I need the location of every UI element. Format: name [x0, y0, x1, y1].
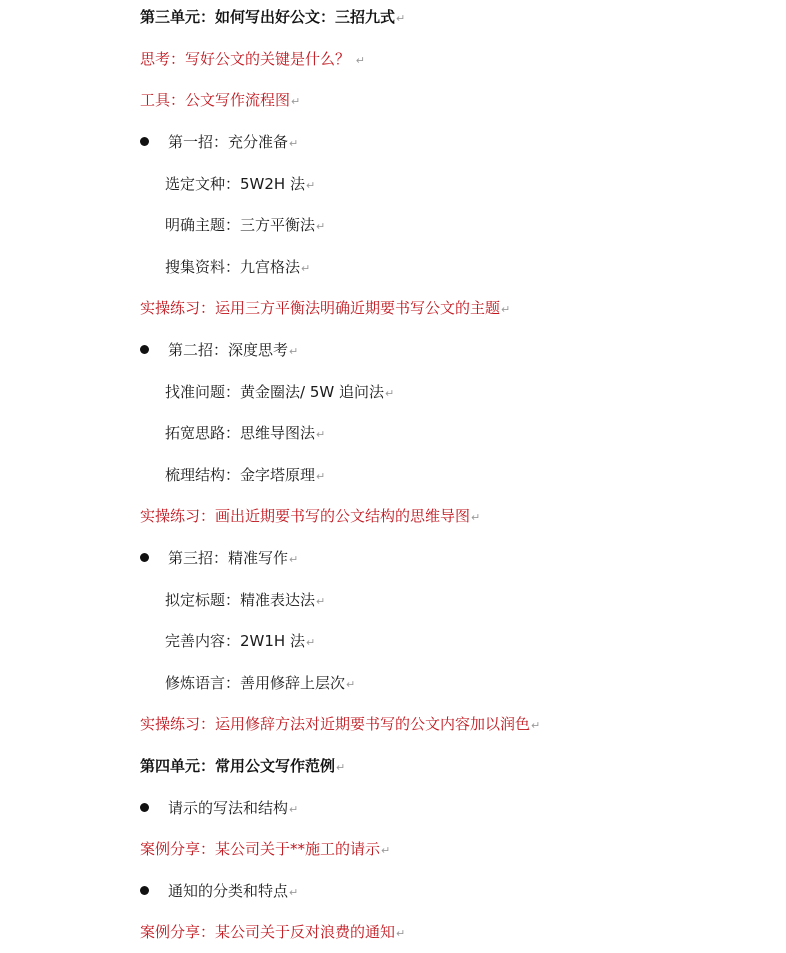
bullet-dot-icon	[140, 345, 149, 354]
paragraph-mark-icon: ↵	[301, 262, 311, 275]
bullet-item: 第一招：充分准备↵	[140, 132, 298, 152]
paragraph-mark-icon: ↵	[384, 387, 395, 400]
paragraph-mark-icon: ↵	[305, 179, 316, 192]
paragraph-mark-icon: ↵	[336, 761, 346, 774]
practice-exercise: 实操练习：运用三方平衡法明确近期要书写公文的主题↵	[140, 299, 511, 317]
bullet-item: 请示的写法和结构↵	[140, 798, 298, 818]
sub-item: 梳理结构：金字塔原理↵	[165, 466, 326, 484]
unit4-heading: 第四单元：常用公文写作范例↵	[140, 757, 346, 775]
sub-item: 明确主题：三方平衡法↵	[165, 216, 326, 234]
paragraph-mark-icon: ↵	[396, 12, 406, 25]
paragraph-mark-icon: ↵	[291, 95, 301, 108]
paragraph-mark-icon: ↵	[381, 844, 391, 857]
paragraph-mark-icon: ↵	[316, 470, 326, 483]
case-study: 案例分享：某公司关于**施工的请示↵	[140, 840, 391, 858]
bullet-dot-icon	[140, 137, 149, 146]
case-study: 案例分享：某公司关于反对浪费的通知↵	[140, 923, 406, 941]
sub-item: 拓宽思路：思维导图法↵	[165, 424, 326, 442]
paragraph-mark-icon: ↵	[289, 803, 299, 816]
bullet-item: 通知的分类和特点↵	[140, 881, 298, 901]
unit3-heading: 第三单元：如何写出好公文：三招九式↵	[140, 8, 406, 26]
paragraph-mark-icon: ↵	[289, 886, 299, 899]
paragraph-mark-icon: ↵	[471, 511, 481, 524]
paragraph-mark-icon: ↵	[289, 553, 299, 566]
paragraph-mark-icon: ↵	[346, 678, 356, 691]
practice-exercise: 实操练习：画出近期要书写的公文结构的思维导图↵	[140, 507, 481, 525]
sub-item: 找准问题：黄金圈法/ 5W 追问法↵	[165, 383, 395, 401]
paragraph-mark-icon: ↵	[501, 303, 511, 316]
bullet-dot-icon	[140, 553, 149, 562]
paragraph-mark-icon: ↵	[396, 927, 406, 940]
tool-line: 工具：公文写作流程图↵	[140, 91, 301, 109]
bullet-dot-icon	[140, 803, 149, 812]
sub-item: 修炼语言：善用修辞上层次↵	[165, 674, 356, 692]
paragraph-mark-icon: ↵	[531, 719, 541, 732]
sub-item: 搜集资料：九宫格法↵	[165, 258, 311, 276]
paragraph-mark-icon: ↵	[289, 345, 299, 358]
paragraph-mark-icon: ↵	[316, 220, 326, 233]
bullet-item: 第三招：精准写作↵	[140, 548, 298, 568]
thinking-prompt: 思考：写好公文的关键是什么？ ↵	[140, 50, 366, 68]
paragraph-mark-icon: ↵	[316, 428, 326, 441]
paragraph-mark-icon: ↵	[289, 137, 299, 150]
bullet-item: 第二招：深度思考↵	[140, 340, 298, 360]
paragraph-mark-icon: ↵	[316, 595, 326, 608]
paragraph-mark-icon: ↵	[305, 636, 316, 649]
sub-item: 拟定标题：精准表达法↵	[165, 591, 326, 609]
paragraph-mark-icon: ↵	[355, 54, 366, 67]
bullet-dot-icon	[140, 886, 149, 895]
practice-exercise: 实操练习：运用修辞方法对近期要书写的公文内容加以润色↵	[140, 715, 541, 733]
sub-item: 完善内容：2W1H 法↵	[165, 632, 316, 650]
sub-item: 选定文种：5W2H 法↵	[165, 175, 316, 193]
